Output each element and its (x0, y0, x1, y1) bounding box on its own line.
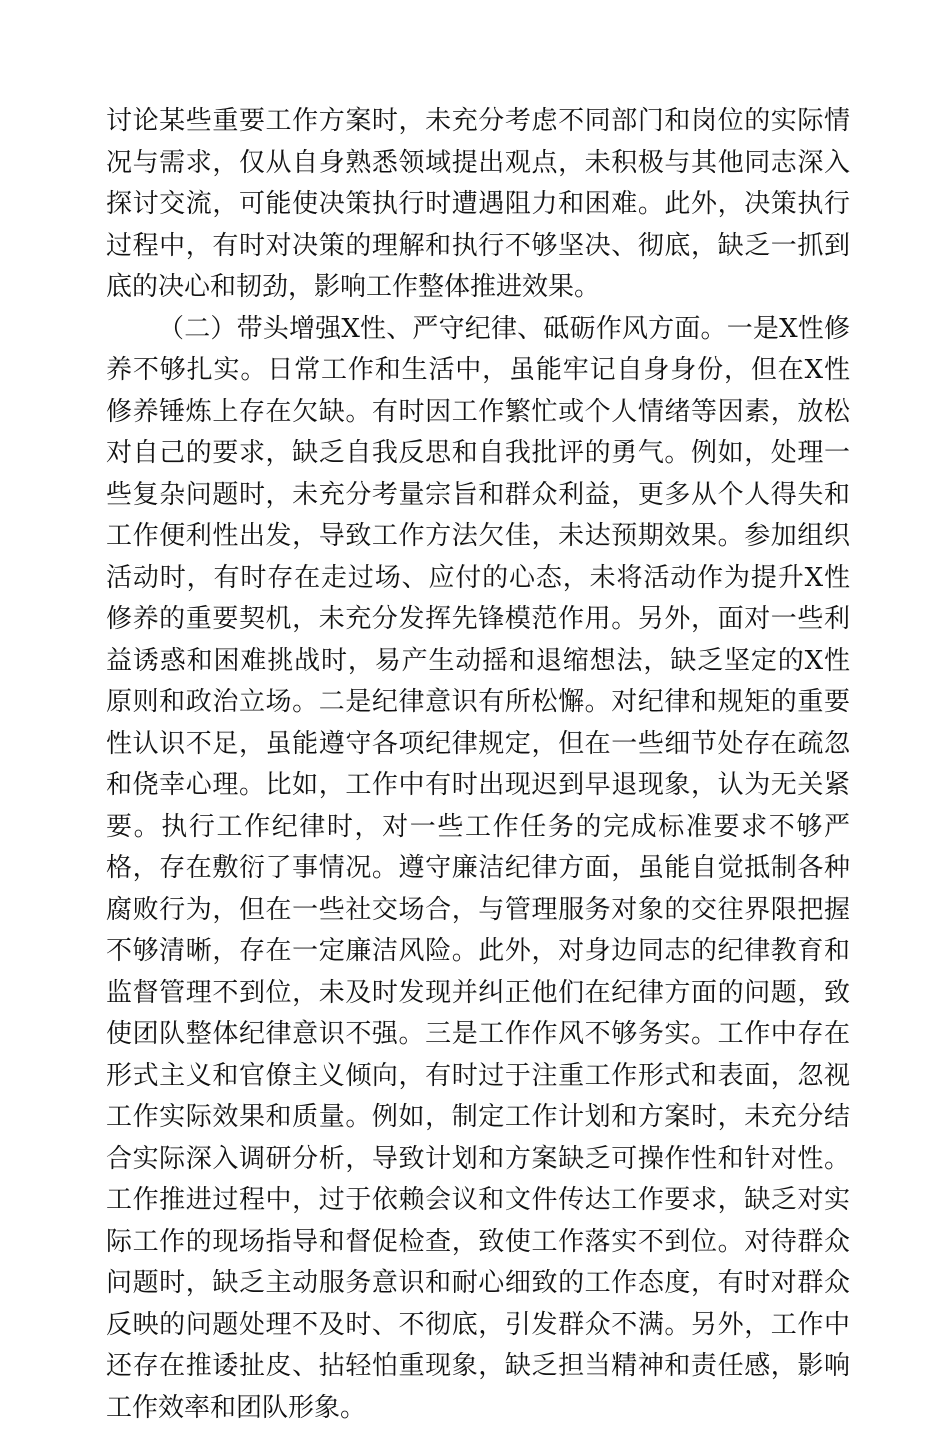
paragraph-section-two: （二）带头增强X性、严守纪律、砥砺作风方面。一是X性修养不够扎实。日常工作和生活中，虽能牢记自身身份，但在X性修养锤炼上存在欠缺。有时因工作繁忙或个人情绪等因素，放松对自己的要求，缺乏自我反思和自我批评的勇气。例如，处理一些复杂问题时，未充分考量宗旨和群众利益，更多从个人得失和工作便利性出发，导致工作方法欠佳，未达预期效果。参加组织活动时，有时存在走过场、应付的心态，未将活动作为提升X性修养的重要契机，未充分发挥先锋模范作用。另外，面对一些利益诱惑和困难挑战时，易产生动摇和退缩想法，缺乏坚定的X性原则和政治立场。二是纪律意识有所松懈。对纪律和规矩的重要性认识不足，虽能遵守各项纪律规定，但在一些细节处存在疏忽和侥幸心理。比如，工作中有时出现迟到早退现象，认为无关紧要。执行工作纪律时，对一些工作任务的完成标准要求不够严格，存在敷衍了事情况。遵守廉洁纪律方面，虽能自觉抵制各种腐败行为，但在一些社交场合，与管理服务对象的交往界限把握不够清晰，存在一定廉洁风险。此外，对身边同志的纪律教育和监督管理不到位，未及时发现并纠正他们在纪律方面的问题，致使团队整体纪律意识不强。三是工作作风不够务实。工作中存在形式主义和官僚主义倾向，有时过于注重工作形式和表面，忽视工作实际效果和质量。例如，制定工作计划和方案时，未充分结合实际深入调研分析，导致计划和方案缺乏可操作性和针对性。工作推进过程中，过于依赖会议和文件传达工作要求，缺乏对实际工作的现场指导和督促检查，致使工作落实不到位。对待群众问题时，缺乏主动服务意识和耐心细致的工作态度，有时对群众反映的问题处理不及时、不彻底，引发群众不满。另外，工作中还存在推诿扯皮、拈轻怕重现象，缺乏担当精神和责任感，影响工作效率和团队形象。 (106, 309, 850, 1429)
paragraph-continued: 讨论某些重要工作方案时，未充分考虑不同部门和岗位的实际情况与需求，仅从自身熟悉领域提出观点，未积极与其他同志深入探讨交流，可能使决策执行时遭遇阻力和困难。此外，决策执行过程中，有时对决策的理解和执行不够坚决、彻底，缺乏一抓到底的决心和韧劲，影响工作整体推进效果。 (106, 101, 850, 309)
document-body (106, 101, 850, 1429)
